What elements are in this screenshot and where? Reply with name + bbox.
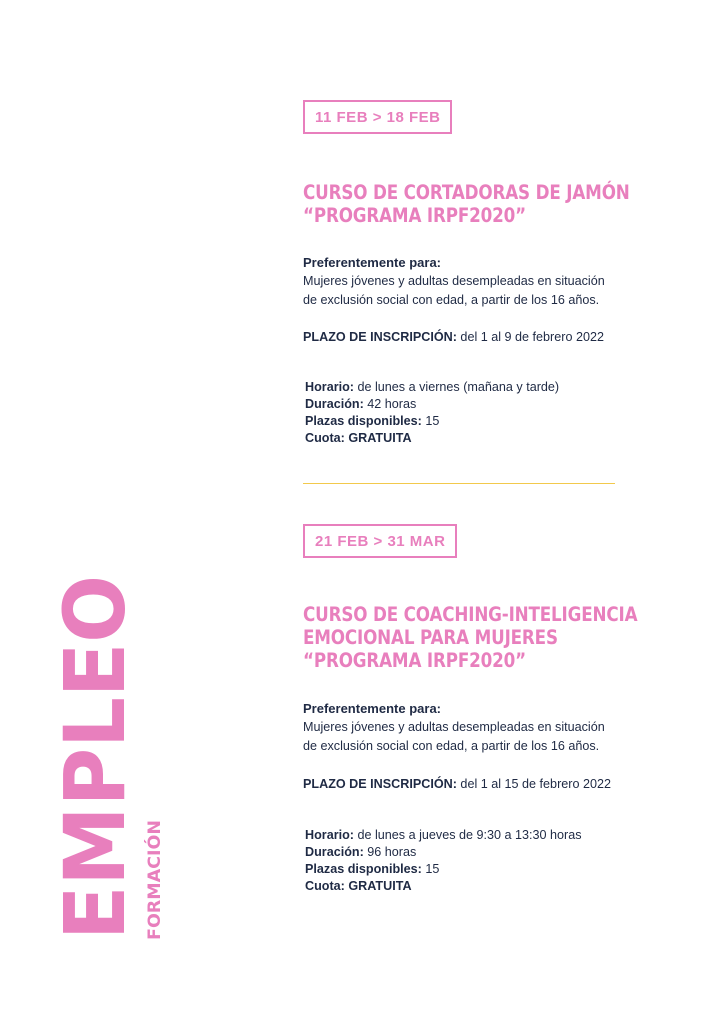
course-title-2 bbox=[303, 603, 638, 672]
course-title-1-line-1: CURSO DE CORTADORAS DE JAMÓN bbox=[303, 181, 630, 204]
horario-value-1: de lunes a viernes (mañana y tarde) bbox=[353, 380, 560, 394]
horario-label-2: Horario: bbox=[305, 828, 354, 842]
duracion-label-1: Duración: bbox=[305, 397, 364, 411]
audience-line-1a: Mujeres jóvenes y adultas desempleadas en situación bbox=[303, 274, 605, 288]
course-title-2-line-3: “PROGRAMA IRPF2020” bbox=[303, 649, 526, 672]
plazas-label-1: Plazas disponibles: bbox=[305, 414, 422, 428]
audience-line-1b: de exclusión social con edad, a partir de los 16 años. bbox=[303, 293, 600, 307]
cuota-row-1 bbox=[305, 430, 559, 447]
audience-2 bbox=[303, 699, 633, 756]
cuota-value-1: GRATUITA bbox=[344, 431, 412, 445]
horario-row-1 bbox=[305, 379, 559, 396]
date-badge-1: 11 FEB > 18 FEB bbox=[303, 100, 452, 134]
duracion-row-2 bbox=[305, 844, 582, 861]
duracion-label-2: Duración: bbox=[305, 845, 364, 859]
plazas-row-2 bbox=[305, 861, 582, 878]
plazas-label-2: Plazas disponibles: bbox=[305, 862, 422, 876]
details-2 bbox=[305, 827, 582, 895]
duracion-value-1: 42 horas bbox=[363, 397, 417, 411]
deadline-2 bbox=[303, 777, 611, 791]
audience-label-1: Preferentemente para: bbox=[303, 255, 441, 270]
cuota-value-2: GRATUITA bbox=[344, 879, 412, 893]
deadline-1 bbox=[303, 330, 604, 344]
horario-row-2 bbox=[305, 827, 582, 844]
date-badge-2: 21 FEB > 31 MAR bbox=[303, 524, 457, 558]
plazas-value-2: 15 bbox=[421, 862, 440, 876]
audience-line-2a: Mujeres jóvenes y adultas desempleadas en situación bbox=[303, 720, 605, 734]
audience-line-2b: de exclusión social con edad, a partir de los 16 años. bbox=[303, 739, 600, 753]
plazas-row-1 bbox=[305, 413, 559, 430]
cuota-label-1: Cuota: bbox=[305, 431, 345, 445]
course-title-1-line-2: “PROGRAMA IRPF2020” bbox=[303, 204, 526, 227]
side-big-word: EMPLEO bbox=[46, 555, 144, 940]
cuota-label-2: Cuota: bbox=[305, 879, 345, 893]
horario-value-2: de lunes a jueves de 9:30 a 13:30 horas bbox=[353, 828, 582, 842]
deadline-value-1: del 1 al 9 de febrero 2022 bbox=[456, 330, 604, 344]
course-title-2-line-2: EMOCIONAL PARA MUJERES bbox=[303, 626, 558, 649]
deadline-value-2: del 1 al 15 de febrero 2022 bbox=[456, 777, 611, 791]
duracion-value-2: 96 horas bbox=[363, 845, 417, 859]
side-small-word: FORMACIÓN bbox=[145, 823, 165, 940]
section-divider bbox=[303, 483, 615, 484]
audience-label-2: Preferentemente para: bbox=[303, 701, 441, 716]
horario-label-1: Horario: bbox=[305, 380, 354, 394]
cuota-row-2 bbox=[305, 878, 582, 895]
details-1 bbox=[305, 379, 559, 447]
plazas-value-1: 15 bbox=[421, 414, 440, 428]
deadline-label-2: PLAZO DE INSCRIPCIÓN: bbox=[303, 777, 457, 791]
duracion-row-1 bbox=[305, 396, 559, 413]
course-title-1 bbox=[303, 181, 630, 227]
course-title-2-line-1: CURSO DE COACHING-INTELIGENCIA bbox=[303, 603, 638, 626]
audience-1 bbox=[303, 253, 633, 310]
deadline-label-1: PLAZO DE INSCRIPCIÓN: bbox=[303, 330, 457, 344]
